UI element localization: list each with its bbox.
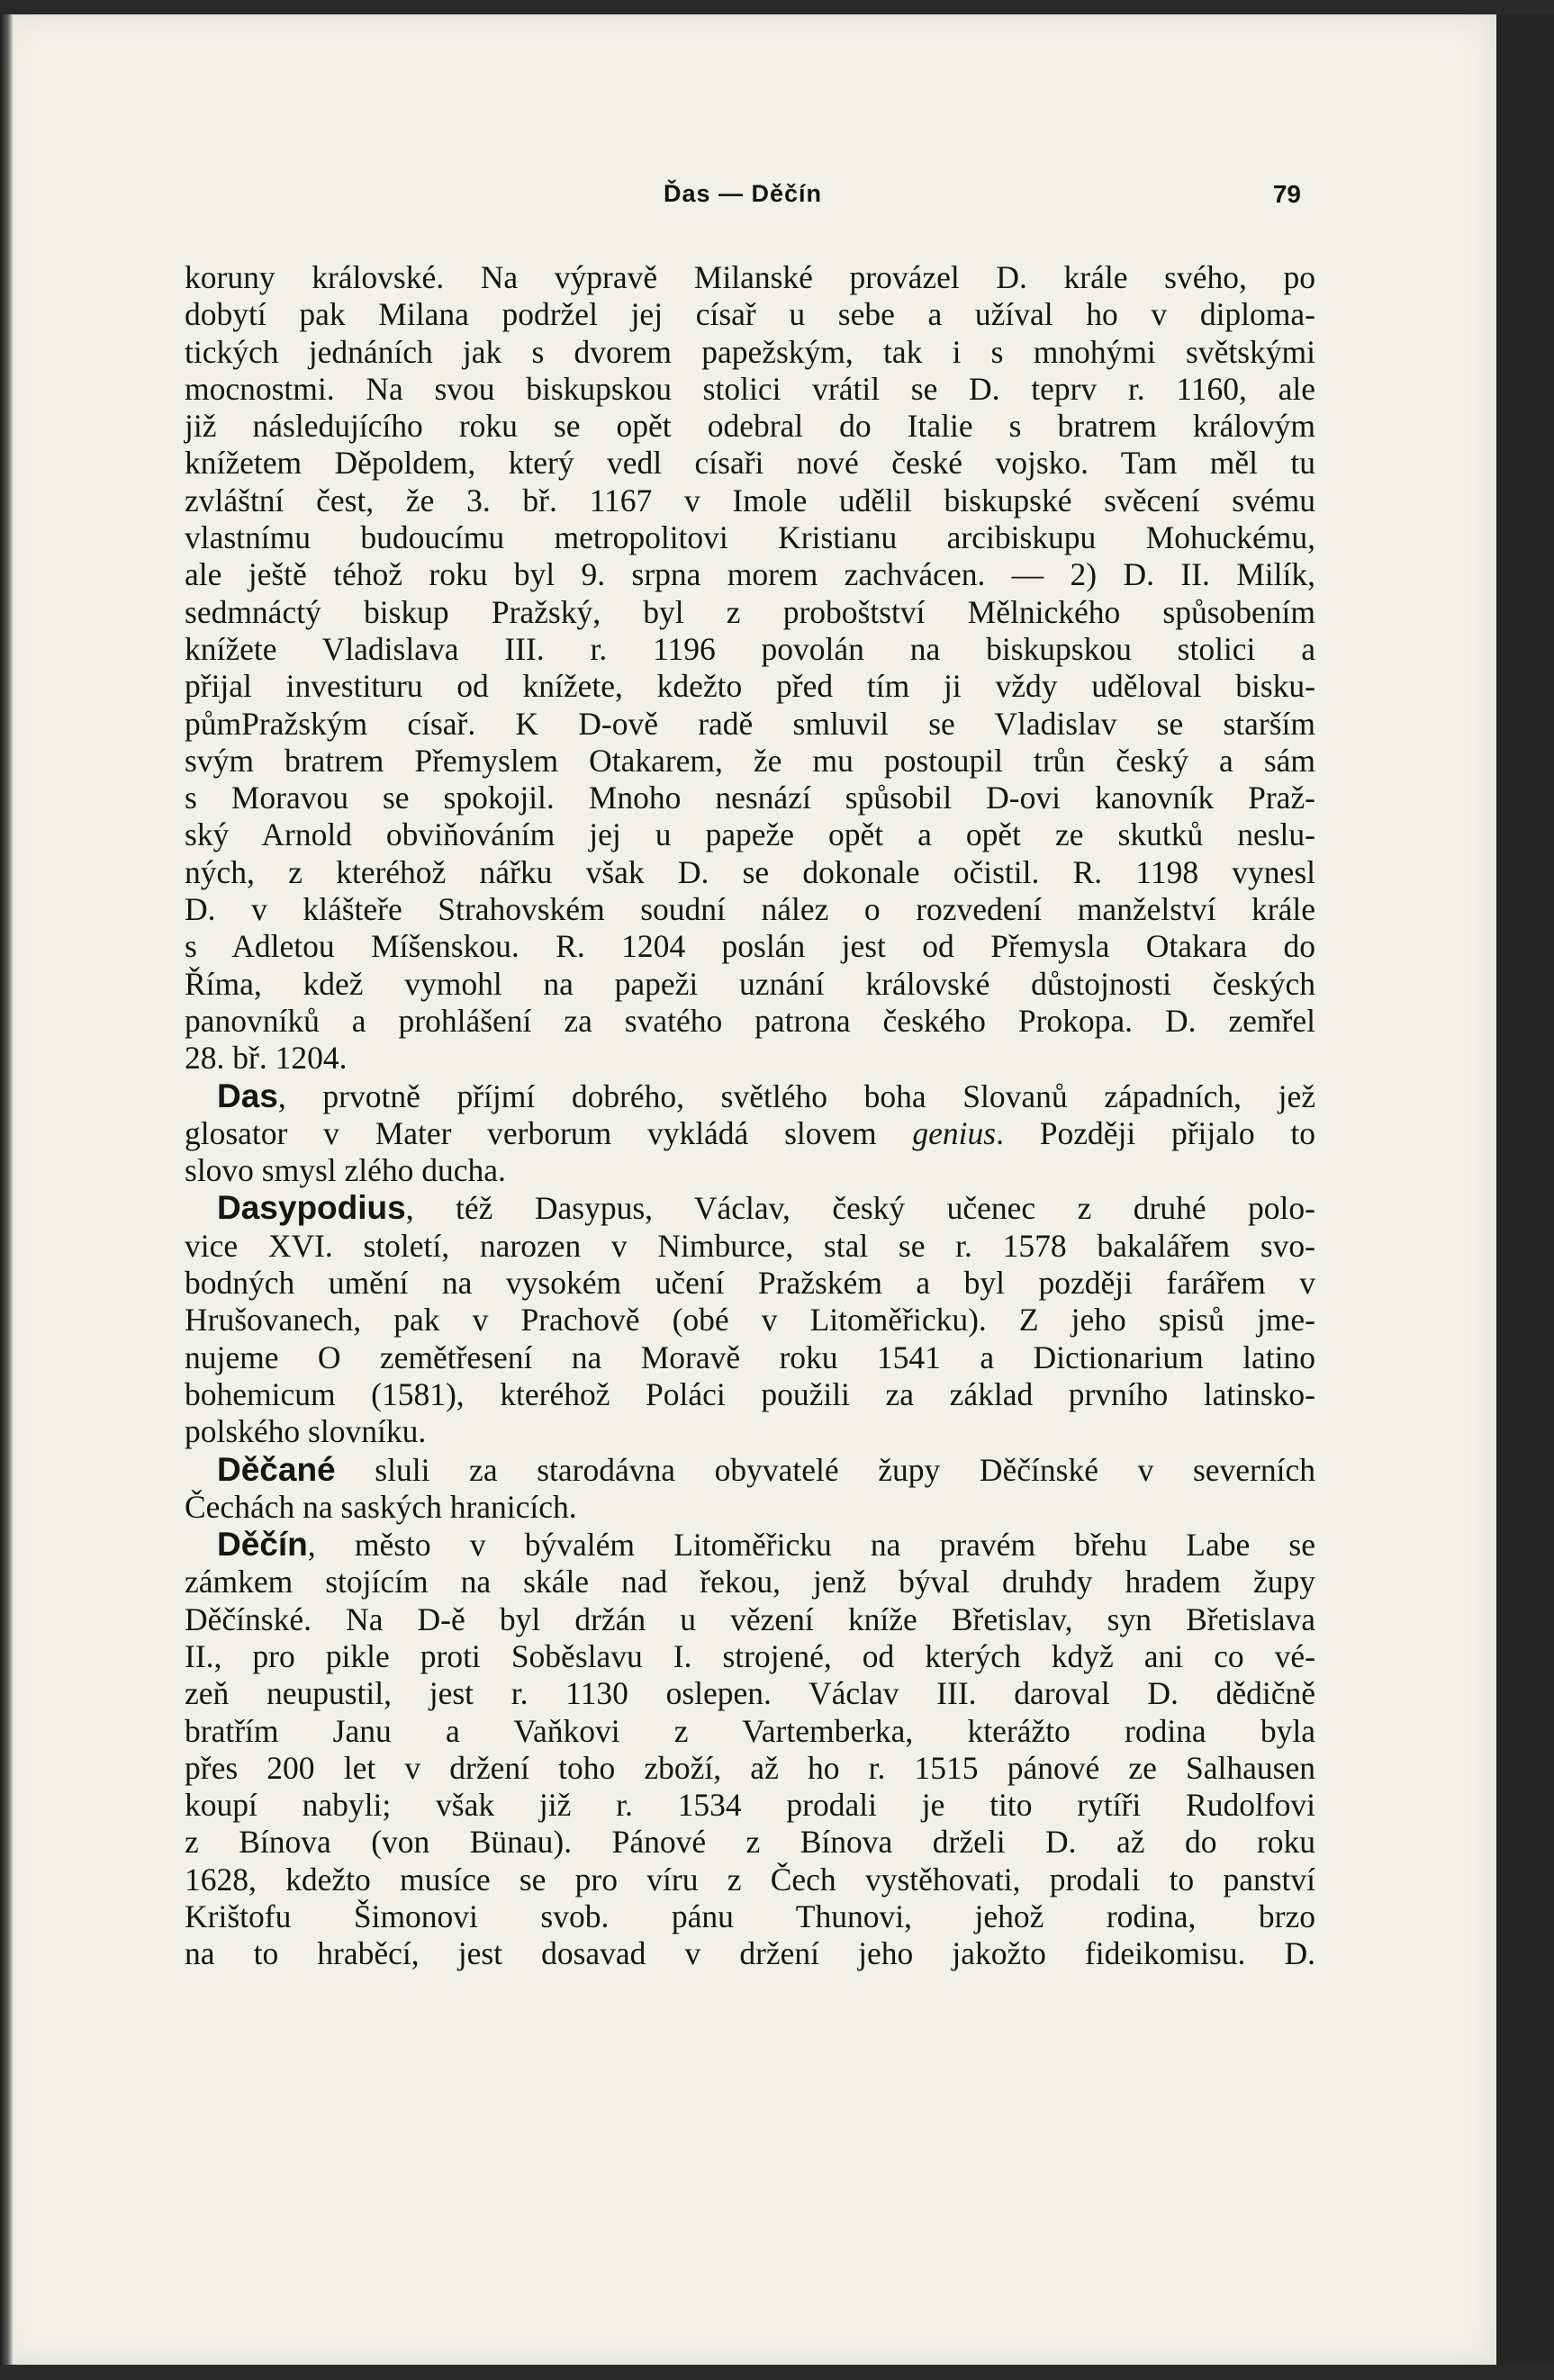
page-number: 79 <box>1272 180 1301 208</box>
text-line: vlastnímu budoucímu metropolitovi Kristianu arcibiskupu Mohuckému, <box>185 519 1315 556</box>
text-line: sedmnáctý biskup Pražský, byl z proboštství Mělnického spůsobením <box>185 593 1315 630</box>
text-line: knížetem Děpoldem, který vedl císaři nové české vojsko. Tam měl tu <box>185 445 1315 482</box>
text-line: bohemicum (1581), kteréhož Poláci použili za základ prvního latinsko- <box>185 1375 1315 1412</box>
text-line: Krištofu Šimonovi svob. pánu Thunovi, jehož rodina, brzo <box>185 1898 1315 1935</box>
text-line: již následujícího roku se opět odebral do Italie s bratrem královým <box>185 408 1315 445</box>
entry-headword: Dasypodius <box>217 1189 406 1227</box>
text-line: Děčínské. Na D-ě byl držán u vězení kníže Břetislav, syn Břetislava <box>185 1600 1315 1637</box>
text-line: vice XVI. století, narozen v Nimburce, stal se r. 1578 bakalářem svo- <box>185 1227 1315 1264</box>
text-line: polského slovníku. <box>185 1413 427 1450</box>
book-page <box>0 14 1496 2365</box>
entry-das <box>185 1077 1315 1190</box>
text-line: ných, z kteréhož nářku však D. se dokonale očistil. R. 1198 vynesl <box>185 853 1315 890</box>
text-line: zeň neupustil, jest r. 1130 oslepen. Václav III. daroval D. dědičně <box>185 1675 1315 1712</box>
text-line: II., pro pikle proti Soběslavu I. strojené, od kterých když ani co vé- <box>185 1637 1315 1674</box>
text-line: přijal investituru od knížete, kdežto před tím ji vždy uděloval bisku- <box>185 668 1315 705</box>
text-line: , prvotně příjmí dobrého, světlého boha Slovanů západních, jež <box>277 1077 1315 1114</box>
page-binding-shadow <box>0 14 13 2365</box>
text-line: koupí nabyli; však již r. 1534 prodali je tito rytíři Rudolfovi <box>185 1787 1315 1824</box>
text-line: slovo smysl zlého ducha. <box>185 1152 506 1189</box>
entry-headword: Děčín <box>217 1526 308 1564</box>
text-line: D. v klášteře Strahovském soudní nález o rozvedení manželství krále <box>185 891 1315 928</box>
text-line: půmPražským císař. K D-ově radě smluvil se Vladislav se starším <box>185 705 1315 742</box>
scan-background <box>1496 14 1554 2365</box>
text-line: glosator v Mater verborum vykládá slovem genius. Později přijalo to <box>185 1114 1315 1151</box>
text-line: svým bratrem Přemyslem Otakarem, že mu postoupil trůn český a sám <box>185 742 1315 779</box>
text-line: nujeme O zemětřesení na Moravě roku 1541 a Dictionarium latino <box>185 1339 1315 1375</box>
text-line: zvláštní čest, že 3. bř. 1167 v Imole udělil biskupské svěcení svému <box>185 482 1315 518</box>
text-line: bodných umění na vysokém učení Pražském a byl později farářem v <box>185 1265 1315 1302</box>
entry-decin <box>185 1526 1315 1973</box>
text-line: sluli za starodávna obyvatelé župy Děčínské v severních <box>335 1451 1315 1488</box>
text-line: Čechách na saských hranicích. <box>185 1488 577 1525</box>
entry-dasypodius <box>185 1189 1315 1450</box>
text-line: Hrušovanech, pak v Prachově (obé v Litoměřicku). Z jeho spisů jme- <box>185 1302 1315 1339</box>
running-title: Ďas — Děčín <box>663 180 823 207</box>
text-line: Říma, kdež vymohl na papeži uznání královské důstojnosti českých <box>185 965 1315 1002</box>
text-line: dobytí pak Milana podržel jej císař u sebe a užíval ho v diploma- <box>185 296 1315 333</box>
text-line: koruny královské. Na výpravě Milanské provázel D. krále svého, po <box>185 259 1315 295</box>
entry-headword: Das <box>217 1077 278 1114</box>
text-line: , město v bývalém Litoměřicku na pravém břehu Labe se <box>307 1527 1315 1564</box>
text-line: 1628, kdežto musíce se pro víru z Čech vystěhovati, prodali to panství <box>185 1861 1315 1898</box>
text-line: přes 200 let v držení toho zboží, až ho r. 1515 pánové ze Salhausen <box>185 1749 1315 1786</box>
text-line: ský Arnold obviňováním jej u papeže opět a opět ze skutků neslu- <box>185 816 1315 853</box>
paragraph-continuation <box>185 259 1315 1077</box>
text-line: knížete Vladislava III. r. 1196 povolán na biskupskou stolici a <box>185 630 1315 667</box>
text-line: s Moravou se spokojil. Mnoho nesnází spůsobil D-ovi kanovník Praž- <box>185 780 1315 816</box>
text-line: mocnostmi. Na svou biskupskou stolici vrátil se D. teprv r. 1160, ale <box>185 370 1315 407</box>
entry-headword: Děčané <box>217 1450 336 1488</box>
text-line: , též Dasypus, Václav, český učenec z druhé polo- <box>405 1190 1315 1227</box>
body-text <box>185 259 1315 1973</box>
text-line: na to hraběcí, jest dosavad v držení jeho jakožto fideikomisu. D. <box>185 1935 1315 1972</box>
text-line: panovníků a prohlášení za svatého patrona českého Prokopa. D. zemřel <box>185 1002 1315 1039</box>
running-header <box>185 180 1301 225</box>
text-line: zámkem stojícím na skále nad řekou, jenž býval druhdy hradem župy <box>185 1564 1315 1600</box>
text-line: z Bínova (von Bünau). Pánové z Bínova drželi D. až do roku <box>185 1824 1315 1861</box>
entry-decane <box>185 1451 1315 1527</box>
text-line: bratřím Janu a Vaňkovi z Vartemberka, kterážto rodina byla <box>185 1712 1315 1749</box>
text-line: tických jednáních jak s dvorem papežským, tak i s mnohými světskými <box>185 333 1315 370</box>
text-line: 28. bř. 1204. <box>185 1040 348 1077</box>
text-line: s Adletou Míšenskou. R. 1204 poslán jest od Přemysla Otakara do <box>185 928 1315 965</box>
text-line: ale ještě téhož roku byl 9. srpna morem zachvácen. — 2) D. II. Milík, <box>185 556 1315 593</box>
